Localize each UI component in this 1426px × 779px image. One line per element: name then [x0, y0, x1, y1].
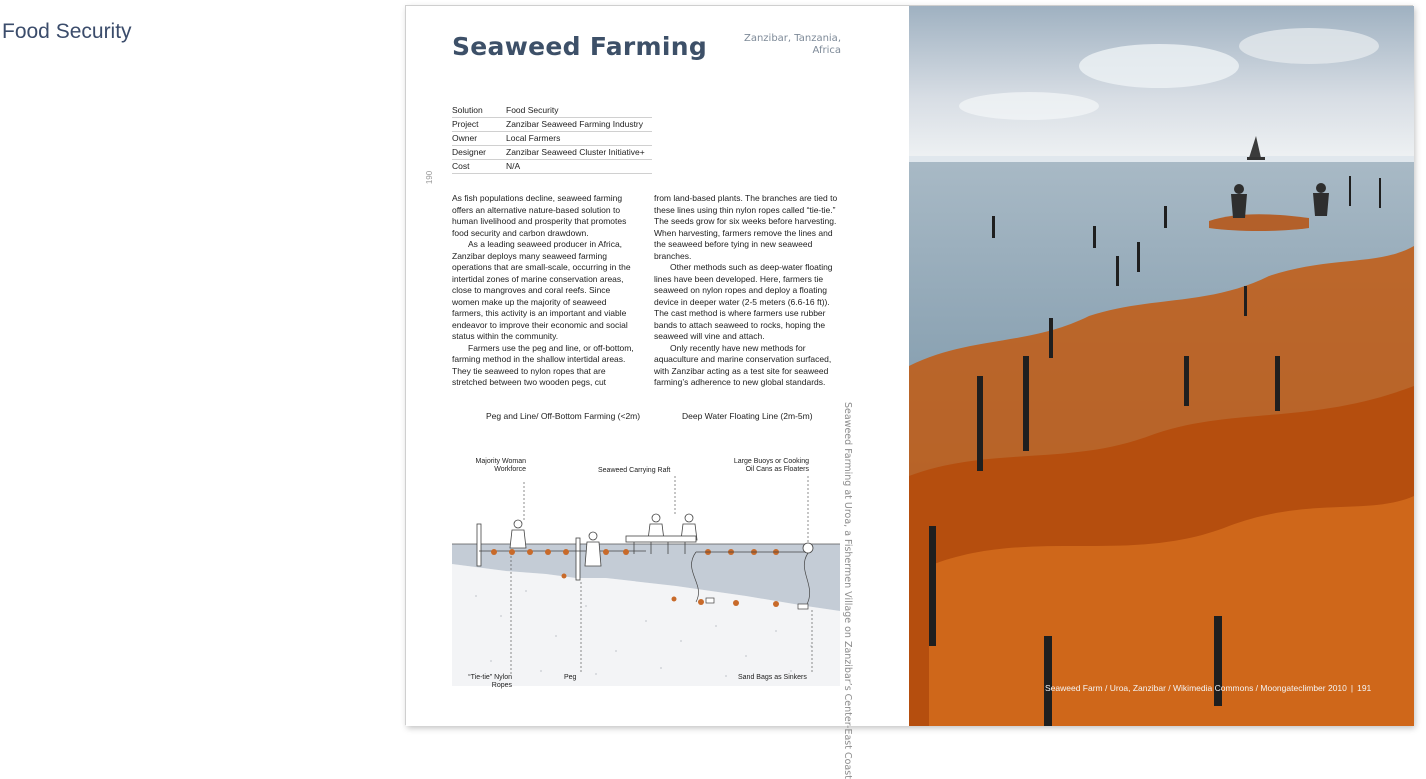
- meta-row-designer: [452, 146, 652, 160]
- meta-key: Owner: [452, 133, 478, 143]
- label-workforce-line2: Workforce: [494, 466, 526, 473]
- page-title: Seaweed Farming: [452, 32, 708, 61]
- meta-key: Designer: [452, 147, 487, 157]
- farming-methods-diagram: [446, 406, 846, 696]
- page-number-left: 190: [425, 170, 435, 185]
- seaweed-farm-photo: [909, 6, 1414, 726]
- label-sinkers: Sand Bags as Sinkers: [738, 674, 807, 681]
- label-buoys-line1: Large Buoys or Cooking: [733, 458, 809, 465]
- photo-caption-vertical: [839, 402, 855, 779]
- meta-row-owner: [452, 132, 652, 146]
- meta-value: Food Security: [506, 105, 559, 115]
- meta-key: Cost: [452, 161, 470, 171]
- label-ropes-line2: Ropes: [491, 682, 512, 689]
- diagram-heading-deep-water: Deep Water Floating Line (2m-5m): [682, 411, 813, 421]
- label-workforce-line1: Majority Woman: [475, 458, 526, 465]
- photo-credit: Seaweed Farm / Uroa, Zanzibar / Wikimedia Commons / Moongateclimber 2010 | 191: [1045, 683, 1372, 693]
- paragraph: Only recently have new methods for aquaculture and marine conservation surfaced, with Zanzibar acting as a test site for seaweed farming’s adherence to new global standards.: [654, 342, 832, 387]
- page-number-right: 191: [1357, 683, 1372, 693]
- meta-key: Project: [452, 119, 479, 129]
- meta-value: N/A: [506, 161, 521, 171]
- meta-key: Solution: [452, 105, 483, 115]
- meta-value: Local Farmers: [506, 133, 561, 143]
- body-column-2: [654, 193, 842, 389]
- paragraph: Other methods such as deep-water floating lines have been developed. Here, farmers tie seaweed on nylon ropes and deploy a floating device in deeper water (2-5 meters (6.6-16 ft)). The cast method is where farmers use rubber bands to attach seaweed to rocks, hoping the seaweed will vine and attach.: [654, 262, 833, 341]
- project-meta-table: [452, 104, 652, 174]
- left-page: [406, 6, 909, 779]
- paragraph: As a leading seaweed producer in Africa, Zanzibar deploys many seaweed farming operations that are small-scale, occurring in the intertidal zones of marine conservation areas, close to mangroves and coral reefs. Since women make up the majority of seaweed farmers, this activity is an important and viable endeavor to improve their economic and social status within the community.: [452, 239, 631, 341]
- label-buoys: [727, 458, 809, 474]
- paragraph: from land-based plants. The branches are tied to these lines using thin nylon ropes called “tie-tie.” The seeds grow for six weeks before harvesting. When harvesting, farmers remove the lines and the seaweed before tying in new seaweed branches.: [654, 193, 838, 261]
- paragraph: As fish populations decline, seaweed farming offers an alternative nature-based solution to human livelihood and prosperity that promotes food security and carbon drawdown.: [452, 193, 627, 238]
- label-buoys-line2: Oil Cans as Floaters: [745, 466, 809, 473]
- body-column-1: [452, 193, 640, 389]
- photo-caption: Seaweed Farming at Uroa, a Fishermen Village on Zanzibar’s Center-East Coast: [842, 402, 853, 779]
- photo-credit-text: Seaweed Farm / Uroa, Zanzibar / Wikimedia Commons / Moongateclimber 2010: [1045, 683, 1347, 693]
- meta-value: Zanzibar Seaweed Farming Industry: [506, 119, 644, 129]
- meta-row-solution: [452, 104, 652, 118]
- paragraph: Farmers use the peg and line, or off-bottom, farming method in the shallow intertidal areas. They tie seaweed to nylon ropes that are stretched between two wooden pegs, cut: [452, 342, 634, 387]
- section-title: Food Security: [2, 20, 132, 43]
- diagram-heading-peg-line: Peg and Line/ Off-Bottom Farming (<2m): [486, 411, 641, 421]
- meta-row-project: [452, 118, 652, 132]
- label-tie-tie-ropes: [454, 674, 512, 690]
- meta-row-cost: [452, 160, 652, 174]
- book-spread: [405, 5, 1413, 779]
- diagram-illustration: [446, 406, 846, 696]
- photo-page: [909, 6, 1414, 726]
- meta-value: Zanzibar Seaweed Cluster Initiative+: [506, 147, 645, 157]
- label-ropes-line1: “Tie-tie” Nylon: [468, 674, 512, 681]
- label-workforce: [468, 458, 526, 474]
- location-label: Zanzibar, Tanzania, Africa: [743, 33, 841, 56]
- label-raft: Seaweed Carrying Raft: [598, 467, 671, 474]
- label-peg: Peg: [564, 674, 577, 681]
